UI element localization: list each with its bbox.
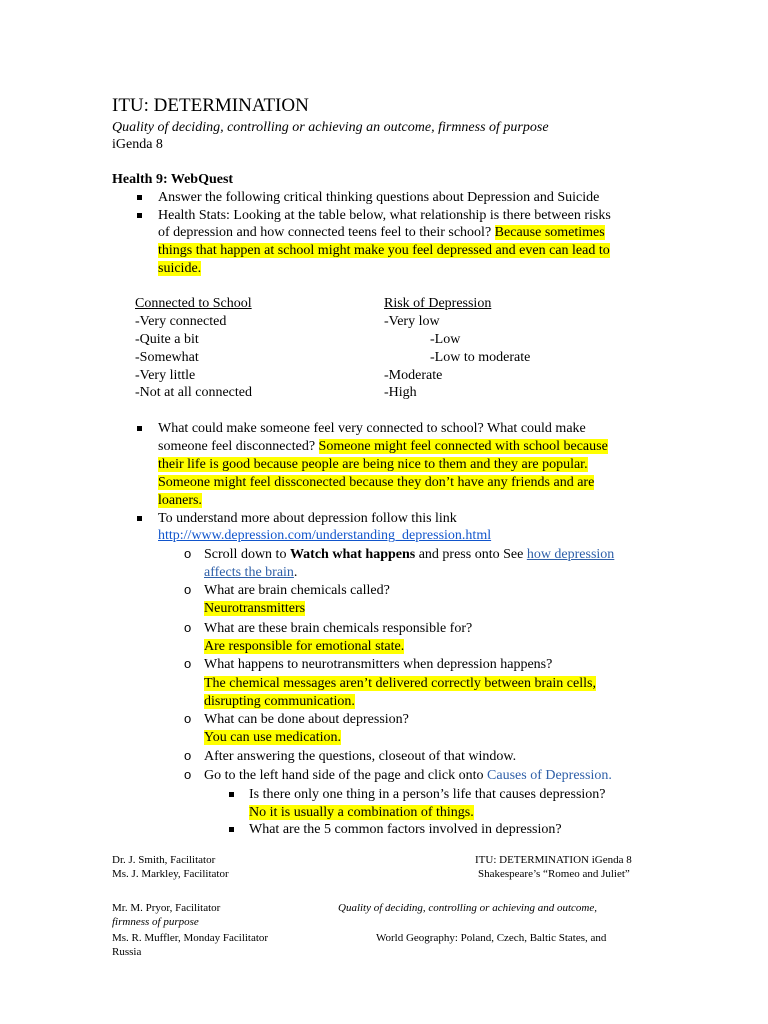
highlighted-answer: Someone might feel connected with school because [318, 439, 608, 454]
table-cell: -Very low [384, 314, 440, 329]
circle-bullet-icon: o [184, 748, 192, 763]
circle-bullet-icon: o [184, 767, 192, 782]
text-fragment: and press onto See [415, 547, 527, 562]
footer-quality: Quality of deciding, controlling or achieving and outcome, [338, 902, 597, 914]
answer-line [204, 638, 404, 656]
table-cell: -High [384, 385, 417, 400]
causes-of-depression-link[interactable]: Causes of Depression. [487, 768, 612, 783]
highlighted-answer: things that happen at school might make you feel depressed and even can lead to [158, 243, 610, 258]
circle-bullet-icon: o [184, 711, 192, 726]
bullet-square-icon [137, 195, 142, 200]
footer-itu-right: ITU: DETERMINATION iGenda 8 [475, 854, 632, 866]
how-depression-link[interactable]: how depression [526, 547, 615, 562]
text-fragment: Scroll down to [204, 547, 290, 562]
footer-russia: Russia [112, 946, 142, 958]
igenda-label: iGenda 8 [112, 137, 163, 152]
bullet-text [158, 224, 605, 242]
question-text: What are brain chemicals called? [204, 583, 390, 598]
answer-line [204, 600, 305, 618]
answer-line [158, 456, 588, 474]
bullet-text: What could make someone feel very connected to school? What could make [158, 421, 586, 436]
highlighted-answer: Someone might feel dissconected because they don’t have any friends and are [158, 475, 595, 490]
table-cell: -Very little [135, 368, 196, 383]
question-text: someone feel disconnected? [158, 439, 316, 454]
table-cell: -Not at all connected [135, 385, 253, 400]
sub-bullet-text [204, 767, 612, 785]
table-cell: -Low [430, 332, 461, 347]
circle-bullet-icon: o [184, 656, 192, 671]
bullet-square-icon [229, 827, 234, 832]
question-text: What are the 5 common factors involved in depression? [249, 822, 562, 837]
sub-bullet-text [204, 564, 297, 582]
text-fragment: . [293, 565, 298, 580]
table-cell: -Moderate [384, 368, 443, 383]
circle-bullet-icon: o [184, 582, 192, 597]
highlighted-answer: No it is usually a combination of things. [249, 805, 474, 820]
highlighted-answer: suicide. [158, 261, 202, 276]
affects-brain-link[interactable]: affects the brain [204, 565, 294, 580]
footer-smith: Dr. J. Smith, Facilitator [112, 854, 216, 866]
answer-line [204, 693, 355, 711]
text-fragment: Go to the left hand side of the page and click onto [204, 768, 488, 783]
table-header-risk: Risk of Depression [384, 296, 492, 311]
answer-line [158, 260, 201, 278]
bullet-text [158, 438, 608, 456]
footer-geography: World Geography: Poland, Czech, Baltic States, and [376, 932, 607, 944]
highlighted-answer: Because sometimes [494, 225, 605, 240]
highlighted-answer: disrupting communication. [204, 694, 355, 709]
highlighted-answer: Neurotransmitters [204, 601, 306, 616]
question-text: Is there only one thing in a person’s life that causes depression? [249, 787, 606, 802]
table-cell: -Quite a bit [135, 332, 199, 347]
highlighted-answer: Are responsible for emotional state. [204, 639, 405, 654]
footer-markley: Ms. J. Markley, Facilitator [112, 868, 229, 880]
circle-bullet-icon: o [184, 546, 192, 561]
table-cell: -Somewhat [135, 350, 199, 365]
bullet-text: Health Stats: Looking at the table below, what relationship is there between risks [158, 208, 611, 223]
bullet-square-icon [229, 792, 234, 797]
bullet-square-icon [137, 213, 142, 218]
question-text: What happens to neurotransmitters when depression happens? [204, 657, 553, 672]
bullet-square-icon [137, 426, 142, 431]
question-text: What are these brain chemicals responsible for? [204, 621, 473, 636]
bullet-square-icon [137, 516, 142, 521]
question-text: What can be done about depression? [204, 712, 409, 727]
answer-line [158, 492, 202, 510]
page-subtitle: Quality of deciding, controlling or achieving an outcome, firmness of purpose [112, 120, 549, 135]
answer-line [204, 729, 341, 747]
highlighted-answer: You can use medication. [204, 730, 341, 745]
bullet-text: Answer the following critical thinking questions about Depression and Suicide [158, 190, 600, 205]
circle-bullet-icon: o [184, 620, 192, 635]
table-header-connected: Connected to School [135, 296, 252, 311]
answer-line [158, 474, 594, 492]
footer-pryor: Mr. M. Pryor, Facilitator [112, 902, 221, 914]
watch-what-happens-label: Watch what happens [289, 547, 416, 562]
footer-muffler: Ms. R. Muffler, Monday Facilitator [112, 932, 269, 944]
depression-link[interactable]: http://www.depression.com/understanding_depression.html [158, 528, 492, 543]
highlighted-answer: loaners. [158, 493, 202, 508]
answer-line [249, 804, 474, 822]
sub-bullet-text: After answering the questions, closeout of that window. [204, 749, 517, 764]
highlighted-answer: The chemical messages aren’t delivered correctly between brain cells, [204, 676, 596, 691]
footer-firmness: firmness of purpose [112, 916, 199, 928]
answer-line [204, 675, 596, 693]
bullet-text: To understand more about depression follow this link [158, 511, 457, 526]
table-cell: -Very connected [135, 314, 227, 329]
answer-line [158, 242, 610, 260]
highlighted-answer: their life is good because people are being nice to them and they are popular. [158, 457, 588, 472]
footer-shakespeare: Shakespeare’s “Romeo and Juliet” [478, 868, 630, 880]
sub-bullet-text [204, 546, 614, 564]
page-title: ITU: DETERMINATION [112, 95, 309, 116]
table-cell: -Low to moderate [430, 350, 531, 365]
question-text: of depression and how connected teens feel to their school? [158, 225, 492, 240]
section-heading: Health 9: WebQuest [112, 172, 234, 187]
